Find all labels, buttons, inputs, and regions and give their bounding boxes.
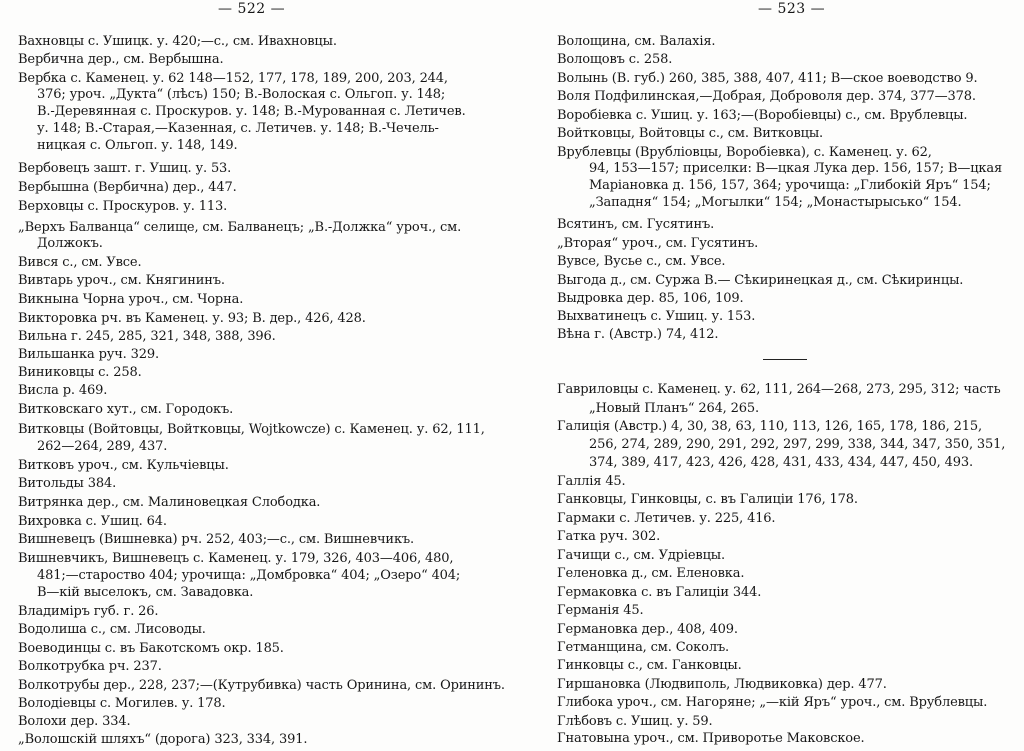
section-divider [763,359,807,360]
index-line: Вахновцы с. Ушицк. у. 420;—с., см. Ивахновцы. [18,34,337,49]
index-line: Воля Подфилинская,—Добрая, Доброволя дер. 374, 377—378. [557,89,976,104]
index-line: Гармаки с. Летичев. у. 225, 416. [557,511,776,526]
index-line: Гачищи с., см. Удрiевцы. [557,548,725,563]
index-line: Германiя 45. [557,603,644,618]
index-line: Всятинъ, см. Гусятинъ. [557,217,715,232]
index-line: 262—264, 289, 437. [37,439,168,454]
index-line: Вишневецъ (Вишневка) рч. 252, 403;—с., см. Вишневчикъ. [18,532,415,547]
index-line: Викторовка рч. въ Каменец. у. 93; В. дер., 426, 428. [18,311,366,326]
index-line: Глибока уроч., см. Нагоряне; „—кiй Яръ“ уроч., см. Врублевцы. [557,695,988,710]
index-line: „Западня“ 154; „Могылки“ 154; „Монастырысько“ 154. [589,195,962,210]
index-line: Волкотрубка рч. 237. [18,659,162,674]
index-line: 481;—староство 404; урочища: „Домбровка“ 404; „Озеро“ 404; [37,568,461,583]
index-line: В.-Деревянная с. Проскуров. у. 148; В.-Мурованная с. Летичев. [37,104,466,119]
index-line: „Новый Планъ“ 264, 265. [589,401,759,416]
index-line: Гермаковка с. въ Галицiи 344. [557,585,762,600]
index-line: Гетманщина, см. Соколъ. [557,640,730,655]
index-line: Владимiръ губ. г. 26. [18,604,159,619]
index-line: Гинковцы с., см. Ганковцы. [557,658,742,673]
index-line: Висла р. 469. [18,383,108,398]
index-line: Воробiевка с. Ушиц. у. 163;—(Воробiевцы) с., см. Врублевцы. [557,108,968,123]
index-line: 374, 389, 417, 423, 426, 428, 431, 433, 434, 447, 450, 493. [589,455,973,470]
index-line: Галицiя (Австр.) 4, 30, 38, 63, 110, 113, 126, 165, 178, 186, 215, [557,419,982,434]
index-line: Витковцы (Войтовцы, Войтковцы, Wojtkowcze) с. Каменец. у. 62, 111, [18,422,485,437]
index-line: Вильшанка руч. 329. [18,347,159,362]
index-line: В—кiй выселокъ, см. Завадовка. [37,585,254,600]
index-line: 256, 274, 289, 290, 291, 292, 297, 299, 338, 344, 347, 350, 351, [589,437,1006,452]
index-line: Викнына Чорна уроч., см. Чорна. [18,292,244,307]
index-line: Волынь (В. губ.) 260, 385, 388, 407, 411; В—ское воеводство 9. [557,71,978,86]
index-line: Волощовъ с. 258. [557,52,673,67]
index-line: Вильна г. 245, 285, 321, 348, 388, 396. [18,329,276,344]
index-line: Волкотрубы дер., 228, 237;—(Кутрубивка) часть Оринина, см. Орининъ. [18,678,505,693]
index-line: Вербка с. Каменец. у. 62 148—152, 177, 178, 189, 200, 203, 244, [18,71,448,86]
index-line: „Волошскiй шляхъ“ (дорога) 323, 334, 391. [18,732,308,747]
index-line: Вився с., см. Увсе. [18,255,142,270]
index-line: Витковскаго хут., см. Городокъ. [18,402,234,417]
index-line: 376; уроч. „Дукта“ (лѣсъ) 150; В.-Волоская с. Ольгоп. у. 148; [37,87,446,102]
index-line: Врублевцы (Врублiовцы, Воробiевка), с. Каменец. у. 62, [557,145,932,160]
index-line: Вѣна г. (Австр.) 74, 412. [557,327,719,342]
index-line: Выхватинецъ с. Ушиц. у. 153. [557,309,756,324]
index-line: Гнатовына уроч., см. Приворотье Маковское. [557,731,865,746]
index-line: Ганковцы, Гинковцы, с. въ Галицiи 176, 178. [557,492,858,507]
index-line: Германовка дер., 408, 409. [557,622,738,637]
index-line: Глѣбовъ с. Ушиц. у. 59. [557,714,713,729]
index-line: Волохи дер. 334. [18,714,131,729]
index-line: „Вторая“ уроч., см. Гусятинъ. [557,236,759,251]
index-line: Вивтарь уроч., см. Княгининъ. [18,273,225,288]
index-line: Должокъ. [37,236,103,251]
index-line: Виниковцы с. 258. [18,365,142,380]
index-line: Марiановка д. 156, 157, 364; урочища: „Глибокiй Яръ“ 154; [589,178,991,193]
index-line: Вербовецъ зашт. г. Ушиц. у. 53. [18,161,232,176]
index-line: 94, 153—157; приселки: В—цкая Лука дер. 156, 157; В—цкая [589,161,1003,176]
page-number-left: — 522 — [218,1,286,17]
index-line: Вербична дер., см. Вербышна. [18,52,224,67]
index-line: Воеводинцы с. въ Бакотскомъ окр. 185. [18,641,284,656]
index-line: Витрянка дер., см. Малиновецкая Слободка. [18,495,321,510]
index-line: Геленовка д., см. Еленовка. [557,566,745,581]
index-line: Вишневчикъ, Вишневецъ с. Каменец. у. 179, 326, 403—406, 480, [18,551,454,566]
index-line: ницкая с. Ольгоп. у. 148, 149. [37,138,238,153]
page-number-right: — 523 — [758,1,826,17]
index-line: Войтковцы, Войтовцы с., см. Витковцы. [557,126,824,141]
index-line: Вихровка с. Ушиц. 64. [18,514,167,529]
index-line: Володiевцы с. Могилев. у. 178. [18,696,226,711]
index-line: у. 148; В.-Старая,—Казенная, с. Летичев. у. 148; В.-Чечель- [37,121,439,136]
index-line: Гавриловцы с. Каменец. у. 62, 111, 264—268, 273, 295, 312; часть [557,382,1001,397]
index-line: Витковъ уроч., см. Кульчiевцы. [18,458,229,473]
index-line: Волощина, см. Валахiя. [557,34,716,49]
index-line: Выдровка дер. 85, 106, 109. [557,291,744,306]
index-line: Вербышна (Вербична) дер., 447. [18,180,237,195]
index-line: Галлiя 45. [557,474,626,489]
index-line: Витольды 384. [18,476,117,491]
index-line: Вувсе, Вусье с., см. Увсе. [557,254,726,269]
index-line: Выгода д., см. Суржа В.— Сѣкиринецкая д., см. Сѣкиринцы. [557,273,964,288]
index-line: Верховцы с. Проскуров. у. 113. [18,199,228,214]
index-line: Гатка руч. 302. [557,529,661,544]
index-line: „Верхъ Балванца“ селище, см. Балванецъ; „В.-Должка“ уроч., см. [18,220,462,235]
index-line: Гиршановка (Людвиполь, Людвиковка) дер. 477. [557,677,887,692]
index-line: Водолиша с., см. Лисоводы. [18,622,206,637]
